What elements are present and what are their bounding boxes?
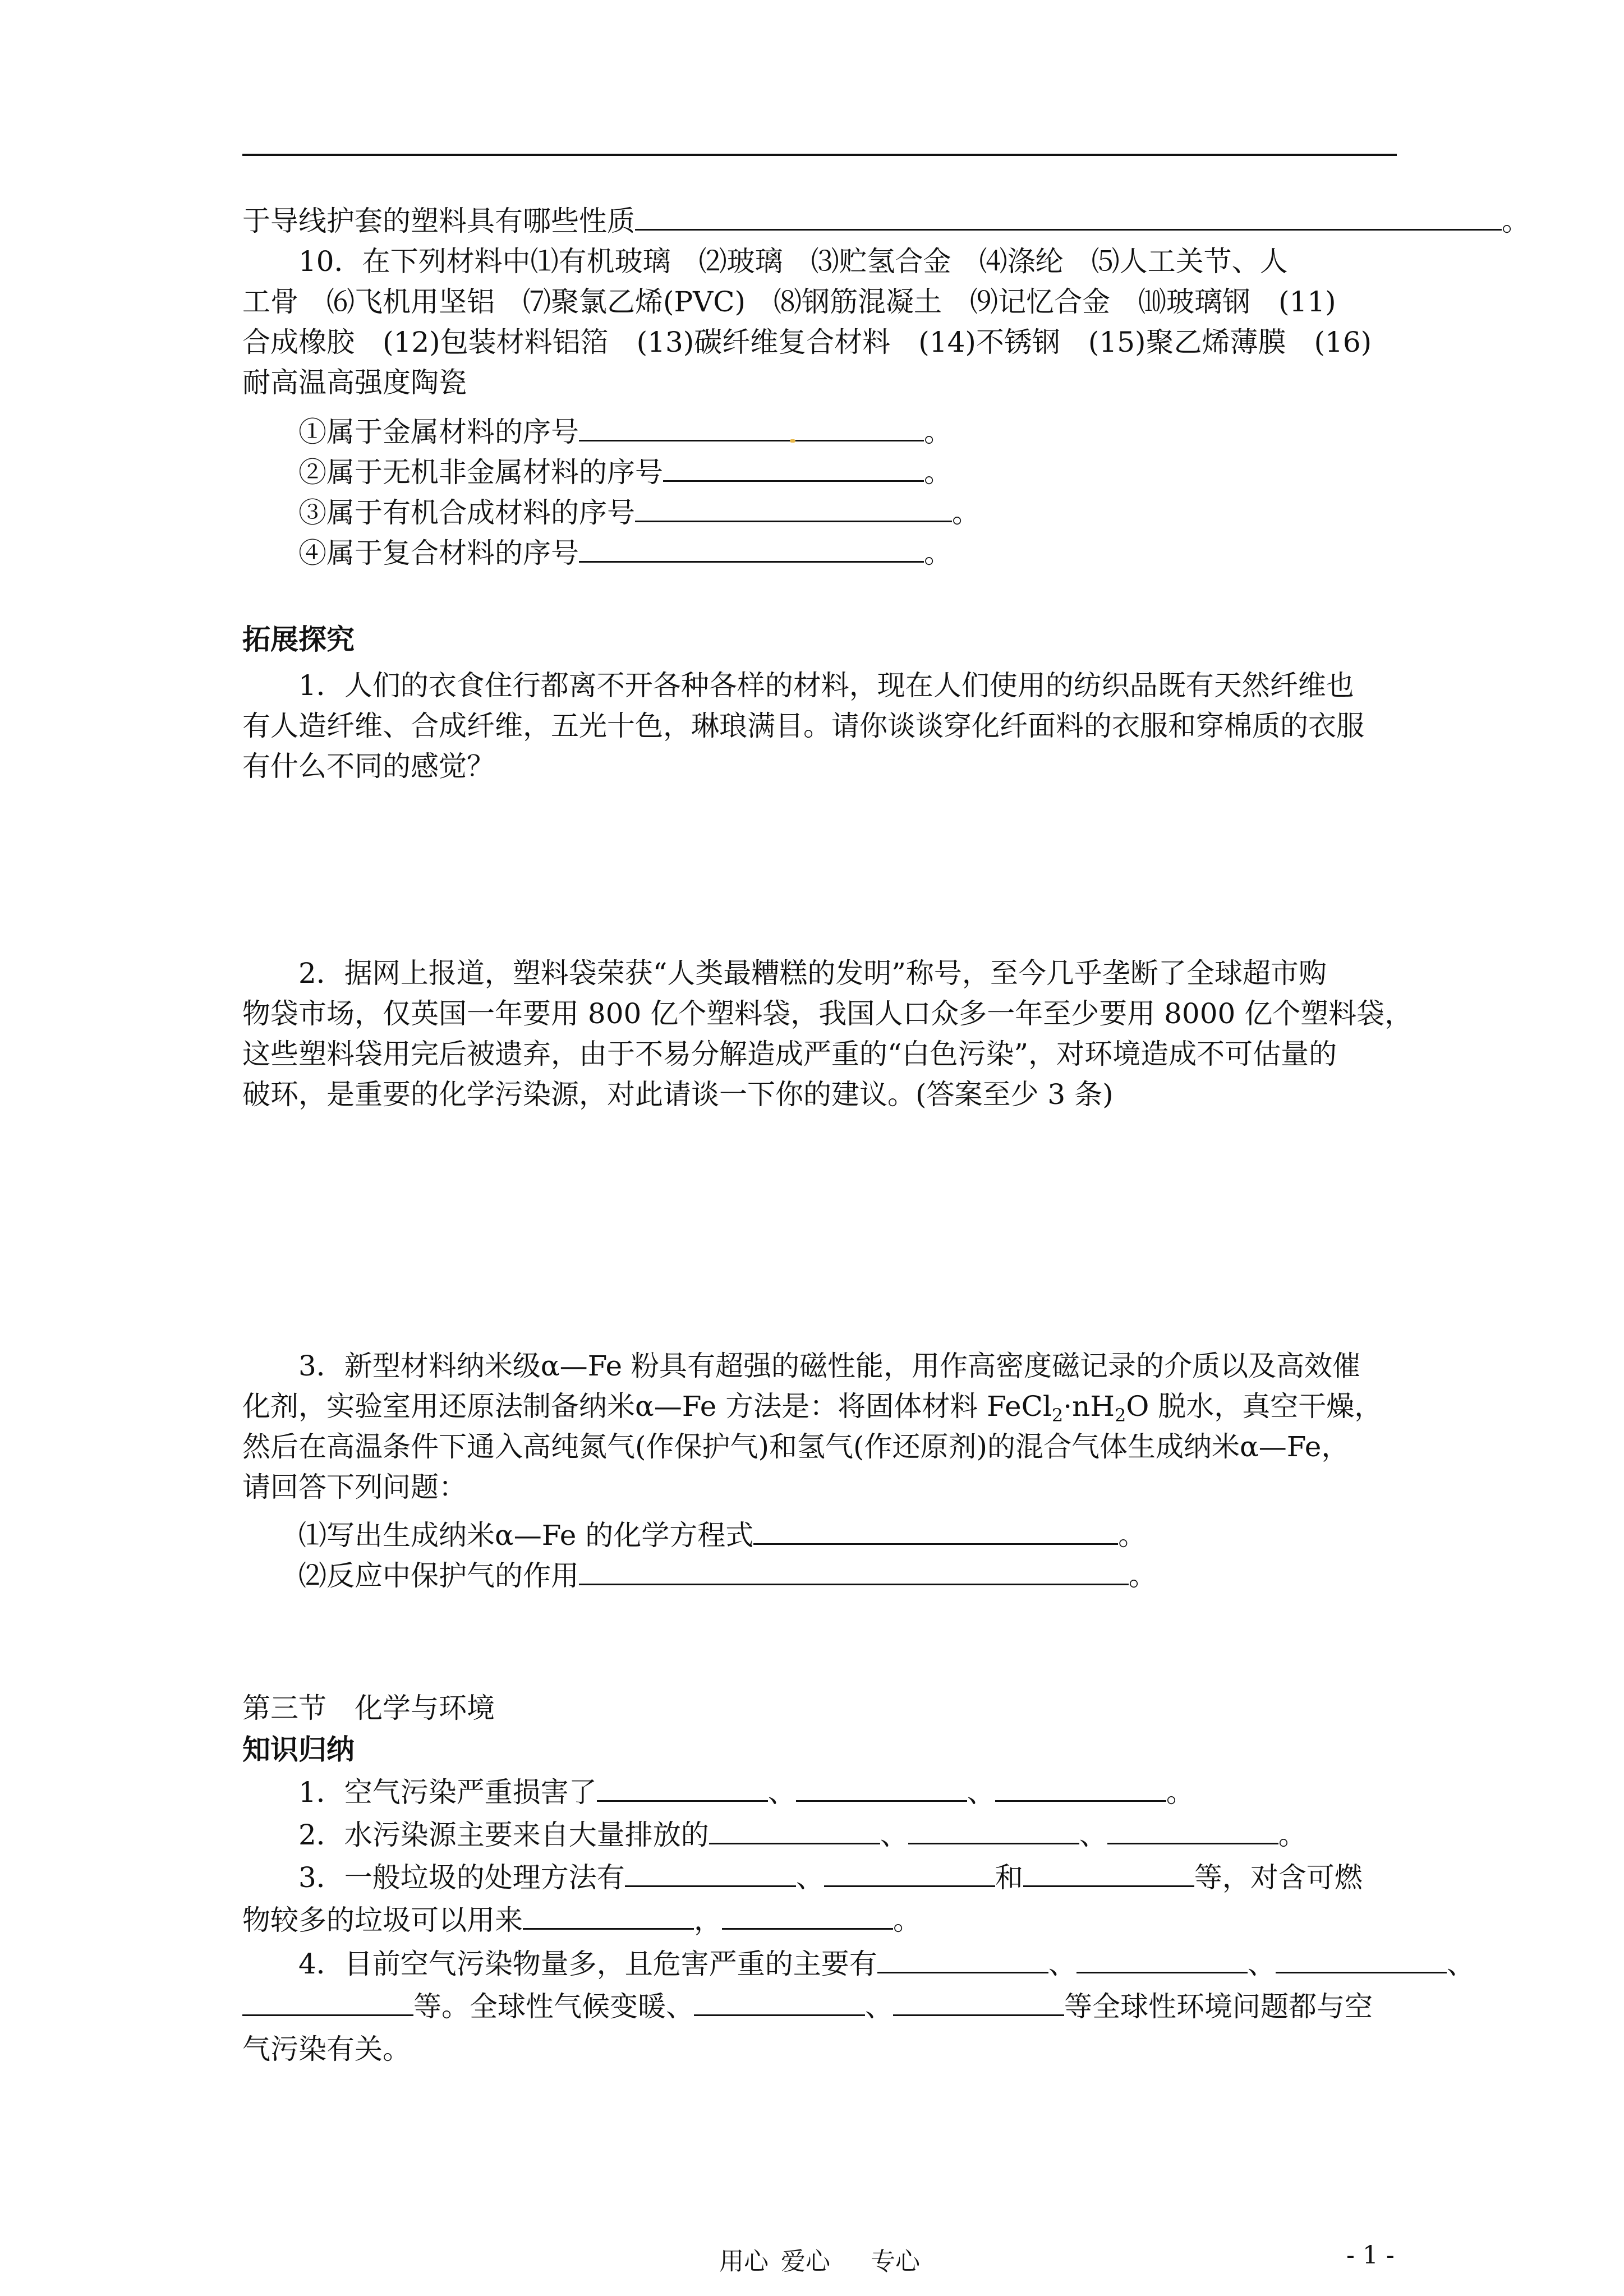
section3-title: 第三节 化学与环境 (242, 1692, 495, 1724)
s3-q4-line2: 等。全球性气候变暖、 、 等全球性环境问题都与空 (242, 1989, 1373, 2024)
q10-sub1: ①属于金属材料的序号 。 (298, 416, 952, 448)
q10-sub3: ③属于有机合成材料的序号 。 (298, 496, 980, 529)
s3-q3-line2: 物较多的垃圾可以用来 ， 。 (242, 1904, 921, 1936)
extend-q2-line1: 2．据网上报道，塑料袋荣获“人类最糟糕的发明”称号，至今几乎垄断了全球超市购 (298, 957, 1327, 990)
extend-q2-line2: 物袋市场，仅英国一年要用 800 亿个塑料袋，我国人口众多一年至少要用 8000 亿个塑料袋， (242, 997, 1413, 1030)
extend-q3-line1: 3．新型材料纳米级α—Fe 粉具有超强的磁性能，用作高密度磁记录的介质以及高效催 (298, 1350, 1361, 1382)
extend-q1-line3: 有什么不同的感觉？ (242, 750, 495, 783)
footer-zhuanxin: 专心 (871, 2247, 920, 2276)
extend-q3-line3: 然后在高温条件下通入高纯氮气(作保护气)和氢气(作还原剂)的混合气体生成纳米α—Fe， (242, 1430, 1350, 1463)
s3-q4-line1: 4．目前空气污染物量多，且危害严重的主要有 、 、 、 (298, 1948, 1475, 1980)
extend-q1-line1: 1．人们的衣食住行都离不开各种各样的材料，现在人们使用的纺织品既有天然纤维也 (298, 669, 1354, 702)
extend-q3-sub2: ⑵反应中保护气的作用 。 (298, 1559, 1157, 1592)
extend-q3-line2: 化剂，实验室用还原法制备纳米α—Fe 方法是：将固体材料 $FeCl_2\cdot nH_2O$ 脱水，真空干燥， (242, 1390, 1383, 1426)
s3-q3-line1: 3．一般垃圾的处理方法有 、 和 等，对含可燃 (298, 1861, 1363, 1894)
q10-sub2: ②属于无机非金属材料的序号 。 (298, 456, 952, 489)
speck-mark (790, 439, 795, 443)
extend-q3-sub1: ⑴写出生成纳米α—Fe 的化学方程式 。 (298, 1519, 1147, 1552)
extend-q2-line3: 这些塑料袋用完后被遗弃，由于不易分解造成严重的“白色污染”，对环境造成不可估量的 (242, 1038, 1337, 1070)
page-number: - 1 - (1346, 2241, 1395, 2270)
extend-q1-line2: 有人造纤维、合成纤维，五光十色，琳琅满目。请你谈谈穿化纤面料的衣服和穿棉质的衣服 (242, 710, 1364, 742)
extend-heading: 拓展探究 (242, 623, 355, 656)
footer-aixin: 爱心 (781, 2247, 830, 2276)
s3-q1: 1．空气污染严重损害了 、 、 。 (298, 1776, 1194, 1809)
header-rule (242, 154, 1397, 156)
q10-line1: 10．在下列材料中⑴有机玻璃 ⑵玻璃 ⑶贮氢合金 ⑷涤纶 ⑸人工关节、人 (298, 245, 1288, 278)
s3-q2: 2．水污染源主要来自大量排放的 、 、 。 (298, 1819, 1306, 1851)
q10-line2: 工骨 ⑹飞机用坚铝 ⑺聚氯乙烯(PVC) ⑻钢筋混凝土 ⑼记忆合金 ⑽玻璃钢 (11) (242, 286, 1336, 318)
extend-q2-line4: 破环，是重要的化学污染源，对此请谈一下你的建议。(答案至少 3 条) (242, 1078, 1114, 1111)
extend-q3-line4: 请回答下列问题： (242, 1471, 467, 1503)
s3-q4-line3: 气污染有关。 (242, 2033, 411, 2065)
footer-yongxin: 用心 (719, 2247, 769, 2276)
q10-line3: 合成橡胶 (12)包装材料铝箔 (13)碳纤维复合材料 (14)不锈钢 (15)聚乙烯薄膜 (16) (242, 326, 1372, 358)
q9-tail: 于导线护套的塑料具有哪些性质 。 (242, 205, 1530, 237)
section3-heading: 知识归纳 (242, 1733, 355, 1766)
q10-sub4: ④属于复合材料的序号 。 (298, 537, 952, 569)
q10-line4: 耐高温高强度陶瓷 (242, 366, 467, 399)
